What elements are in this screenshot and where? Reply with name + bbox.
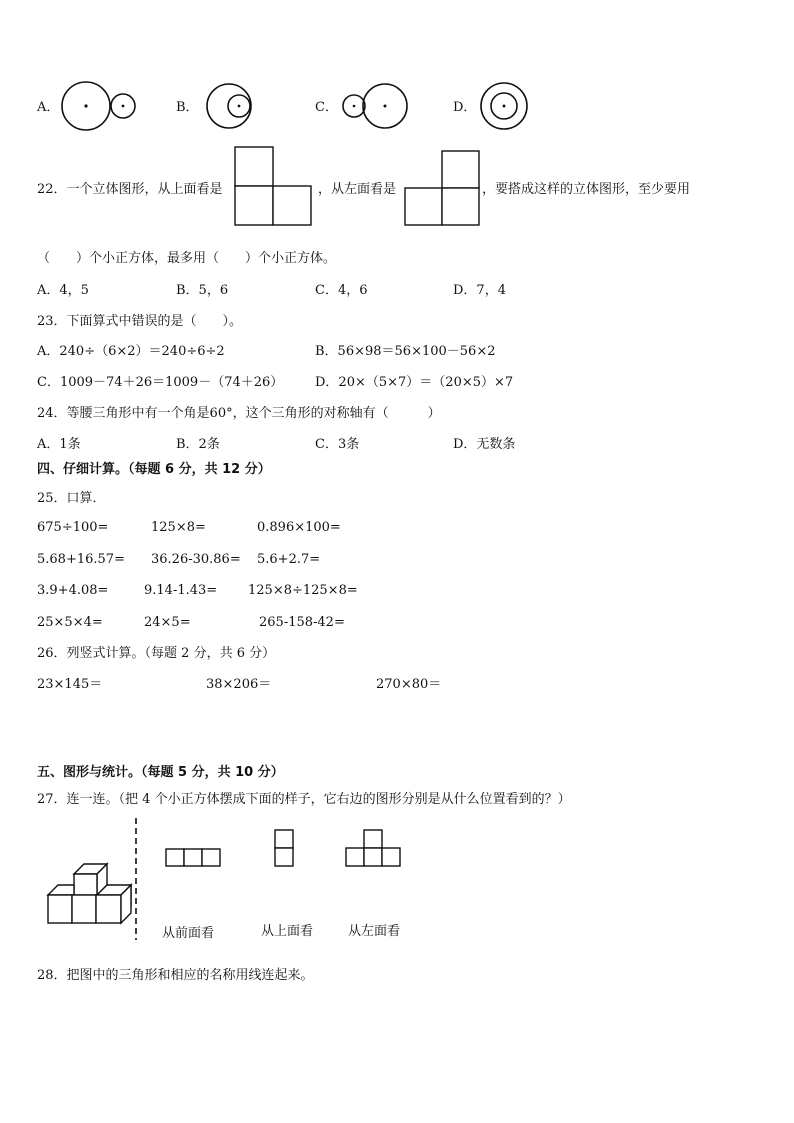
section-4-title: 四、仔细计算。（每题 6 分，共 12 分） <box>37 462 271 477</box>
q21-option-a-figure <box>60 80 140 136</box>
q23-option-d: D．20×（5×7）＝（20×5）×7 <box>315 375 514 390</box>
q26-item: 23×145＝ <box>37 677 103 692</box>
q25-stem: 25．口算． <box>37 491 106 506</box>
q24-option-a: A．1条 <box>37 437 81 452</box>
q23-option-c: C．1009－74＋26＝1009－（74＋26） <box>37 375 284 390</box>
q27-label-front: 从前面看 <box>162 926 215 941</box>
q21-option-c-label: C． <box>315 100 338 115</box>
q25-item: 125×8÷125×8= <box>248 583 358 598</box>
q27-cube-arrangement-figure <box>44 862 134 932</box>
q25-item: 25×5×4= <box>37 615 103 630</box>
q27-view-top-figure <box>273 828 297 870</box>
q25-item: 125×8= <box>151 520 206 535</box>
q28-stem: 28．把图中的三角形和相应的名称用线连起来。 <box>37 968 314 983</box>
q25-item: 5.68+16.57= <box>37 552 125 567</box>
q27-view-front-figure <box>164 848 224 870</box>
q22-option-b: B．5，6 <box>176 283 229 298</box>
q24-option-d: D．无数条 <box>453 437 516 452</box>
q25-item: 3.9+4.08= <box>37 583 109 598</box>
q26-item: 270×80＝ <box>376 677 442 692</box>
q25-item: 675÷100= <box>37 520 109 535</box>
q22-option-c: C．4，6 <box>315 283 368 298</box>
q27-label-top: 从上面看 <box>261 924 314 939</box>
q23-option-a: A．240÷（6×2）＝240÷6÷2 <box>37 344 225 359</box>
q26-stem: 26．列竖式计算。（每题 2 分，共 6 分） <box>37 646 276 661</box>
q24-option-b: B．2条 <box>176 437 220 452</box>
q24-stem: 24．等腰三角形中有一个角是60°，这个三角形的对称轴有（ ） <box>37 406 441 421</box>
q25-item: 24×5= <box>144 615 191 630</box>
q22-top-view-figure <box>234 146 314 228</box>
q21-option-d-figure <box>478 80 534 136</box>
q21-option-c-figure <box>340 80 420 136</box>
q22-option-a: A．4，5 <box>37 283 89 298</box>
q22-stem-line2: （ ）个小正方体，最多用（ ）个小正方体。 <box>37 251 337 266</box>
q25-item: 5.6+2.7= <box>257 552 321 567</box>
q24-option-c: C．3条 <box>315 437 360 452</box>
q26-item: 38×206＝ <box>206 677 272 692</box>
q22-stem-part3: ，要搭成这样的立体图形，至少要用 <box>482 182 691 197</box>
q22-stem-part2: ，从左面看是 <box>318 182 397 197</box>
q25-item: 0.896×100= <box>257 520 341 535</box>
q21-option-b-figure <box>205 80 265 136</box>
section-5-title: 五、图形与统计。（每题 5 分，共 10 分） <box>37 765 284 780</box>
q27-view-left-figure <box>344 828 404 870</box>
q22-left-view-figure <box>404 150 484 228</box>
q22-stem-part1: 22．一个立体图形，从上面看是 <box>37 182 223 197</box>
q22-option-d: D．7，4 <box>453 283 506 298</box>
q27-dashed-divider <box>134 818 138 940</box>
q27-label-left: 从左面看 <box>348 924 401 939</box>
q21-option-b-label: B． <box>176 100 199 115</box>
q21-option-a-label: A． <box>37 100 60 115</box>
q25-item: 36.26-30.86= <box>151 552 241 567</box>
q23-option-b: B．56×98＝56×100－56×2 <box>315 344 496 359</box>
q23-stem: 23．下面算式中错误的是（ ）。 <box>37 314 243 329</box>
q25-item: 9.14-1.43= <box>144 583 218 598</box>
q25-item: 265-158-42= <box>259 615 345 630</box>
q27-stem: 27．连一连。（把 4 个小正方体摆成下面的样子，它右边的图形分别是从什么位置看到的？） <box>37 792 571 807</box>
q21-option-d-label: D． <box>453 100 477 115</box>
